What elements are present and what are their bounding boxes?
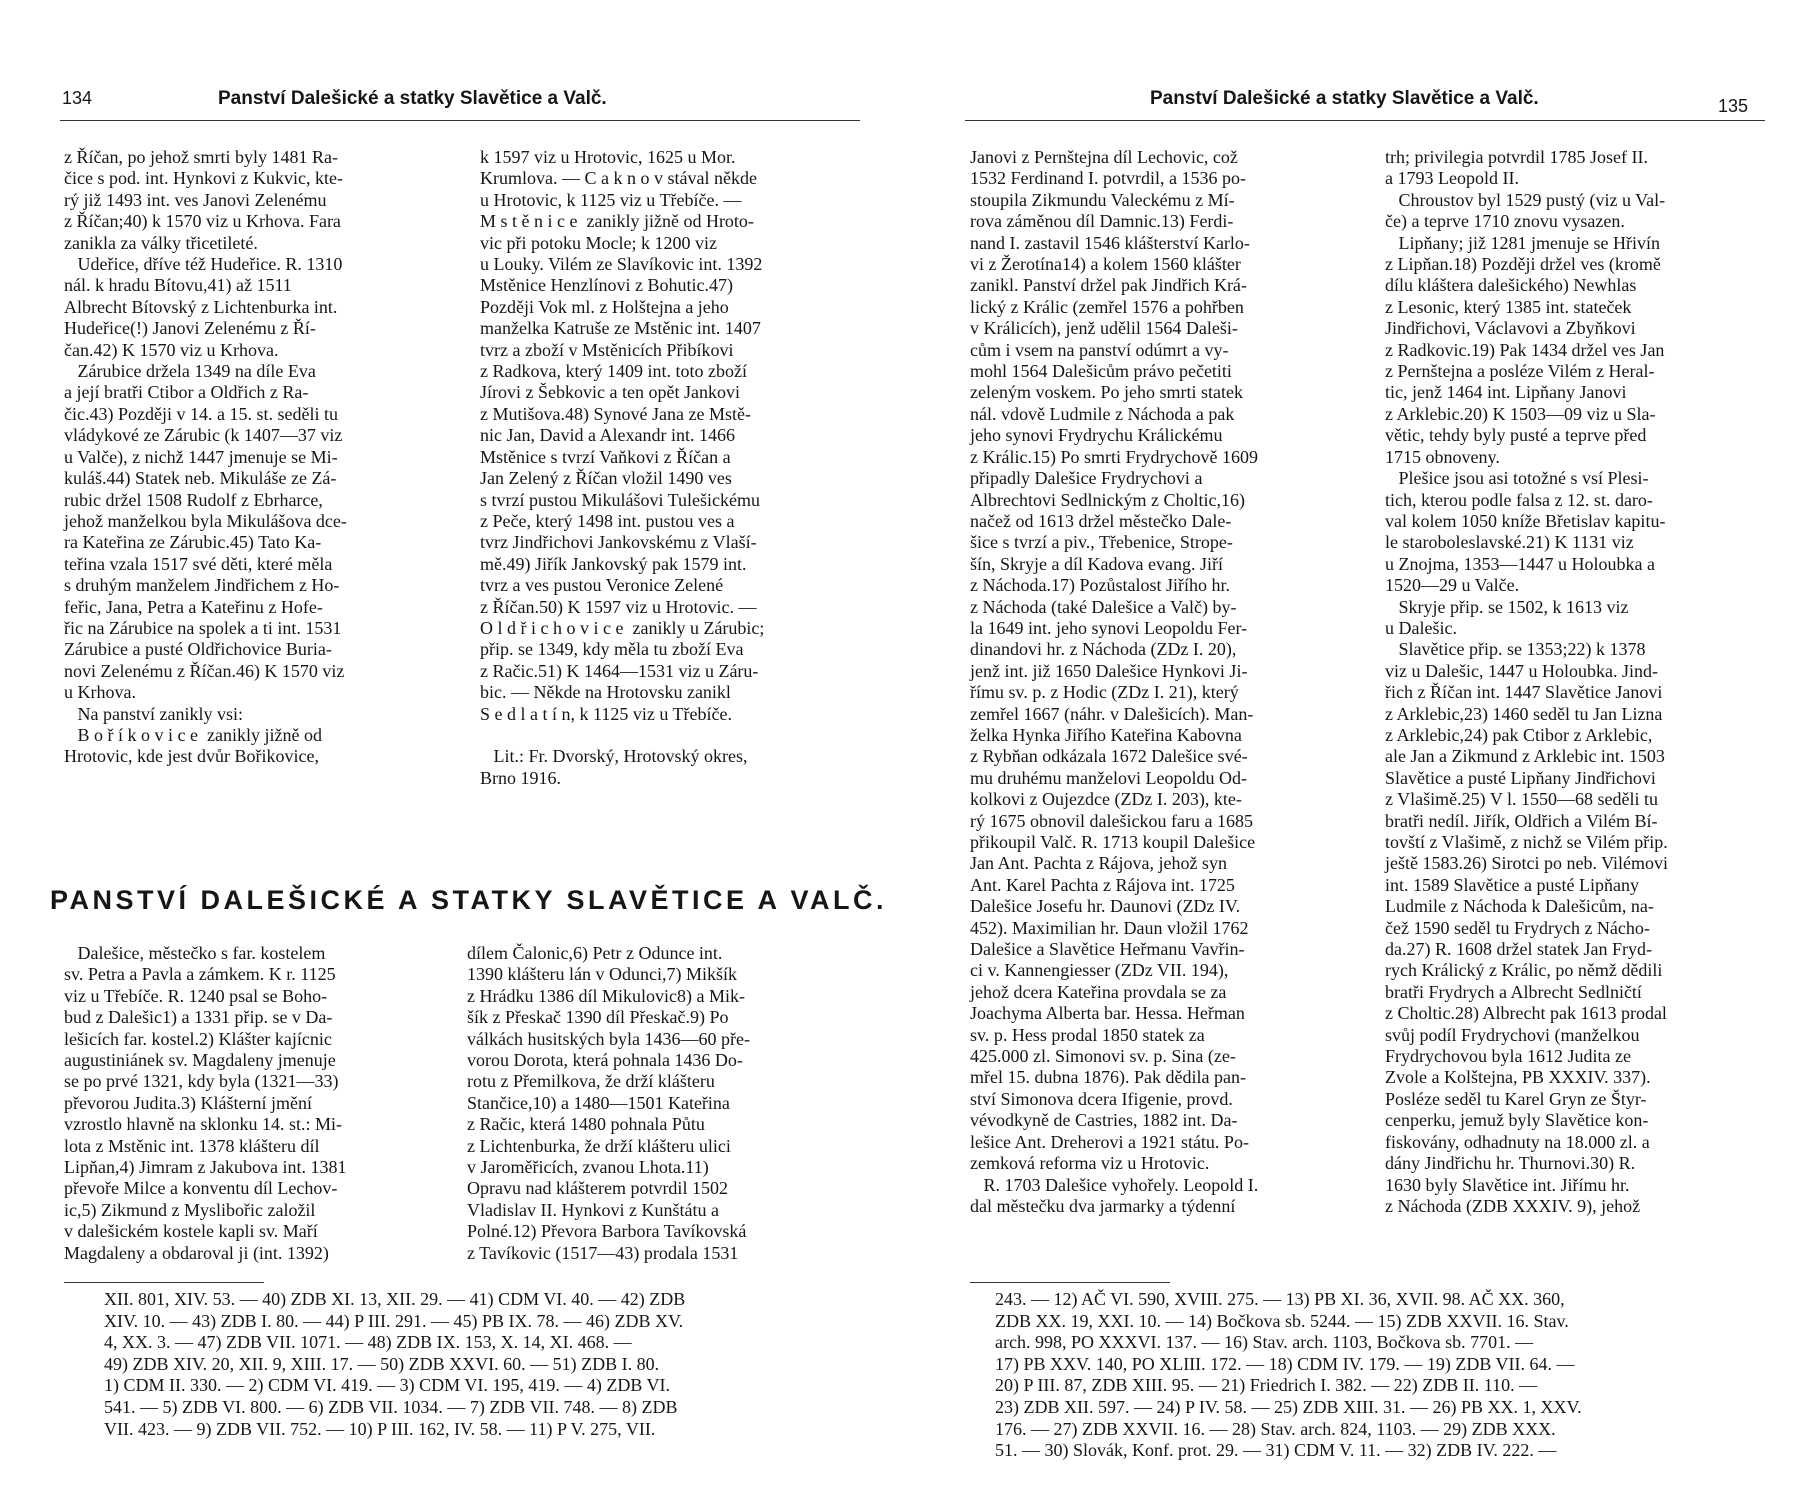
running-head-left: Panství Dalešické a statky Slavětice a Valč.	[218, 88, 607, 109]
footnotes-left: XII. 801, XIV. 53. — 40) ZDB XI. 13, XII. 29. — 41) CDM VI. 40. — 42) ZDB XIV. 10. — 43) ZDB I. 80. — 44) P III. 291. — 45) PB IX. 78. — 46) ZDB XV. 4, XX. 3. — 47) ZDB VII. 1071. — 48) ZDB IX. 153, X. 14, XI. 468. — 49) ZDB XIV. 20, XII. 9, XIII. 17. — 50) ZDB XXVI. 60. — 51) ZDB I. 80. 1) CDM II. 330. — 2) CDM VI. 419. — 3) CDM VI. 195, 419. — 4) ZDB VI. 541. — 5) ZDB VI. 800. — 6) ZDB VII. 1034. — 7) ZDB VII. 748. — 8) ZDB VII. 423. — 9) ZDB VII. 752. — 10) P III. 162, IV. 58. — 11) P V. 275, VII.	[104, 1289, 686, 1439]
left-column-1: z Říčan, po jehož smrti byly 1481 Ra- čice s pod. int. Hynkovi z Kukvic, kte- rý již 1493 int. ves Janovi Zelenému z Říčan;40) k 1570 viz u Krhova. Fara zanikla za války třicetileté. Udeřice, dříve též Hudeřice. R. 1310 nál. k hradu Bítovu,41) až 1511 Albrecht Bítovský z Lichtenburka int. Hudeřice(!) Janovi Zelenému z Ří- čan.42) K 1570 viz u Krhova. Zárubice držela 1349 na díle Eva a její bratři Ctibor a Oldřich z Ra- čic.43) Později v 14. a 15. st. seděli tu vládykové ze Zárubic (k 1407—37 viz u Valče), z nichž 1447 jmenuje se Mi- kuláš.44) Statek neb. Mikuláše ze Zá- rubic držel 1508 Rudolf z Ebrharce, jehož manželkou byla Mikulášova dce- ra Kateřina ze Zárubic.45) Tato Ka- teřina vzala 1517 své děti, které měla s druhým manželem Jindřichem z Ho- feřic, Jana, Petra a Kateřinu z Hofe- řic na Zárubice na spolek a ti int. 1531 Zárubice a pusté Oldřichovice Buria- novi Zelenému z Říčan.46) K 1570 viz u Krhova. Na panství zanikly vsi: B o ř í k o v i c e zanikly jižně od Hrotovic, kde jest dvůr Bořikovice,	[64, 147, 347, 767]
footnote-rule-right	[970, 1282, 1170, 1283]
right-column-1: Janovi z Pernštejna díl Lechovic, což 1532 Ferdinand I. potvrdil, a 1536 po- stoupila Zikmundu Valeckému z Mí- rova záměnou díl Damnic.13) Ferdi- nand I. zastavil 1546 klášterství Karlo- vi z Žerotína14) a kolem 1560 klášter zanikl. Panství držel pak Jindřich Krá- lický z Králic (zemřel 1576 a pohřben v Králicích), jenž udělil 1564 Daleši- cům i vsem na panství odúmrt a vy- mohl 1564 Dalešicům právo pečetiti zeleným voskem. Po jeho smrti statek nál. vdově Ludmile z Náchoda a pak jeho synovi Frydrychu Králickému z Králic.15) Po smrti Frydrychově 1609 připadly Dalešice Frydrychovi a Albrechtovi Sedlnickým z Choltic,16) načež od 1613 držel městečko Dale- šice s tvrzí a piv., Třebenice, Strope- šín, Skryje a díl Kadova evang. Jiří z Náchoda.17) Pozůstalost Jiřího hr. z Náchoda (také Dalešice a Valč) by- la 1649 int. jeho synovi Leopoldu Fer- dinandovi hr. z Náchoda (ZDz I. 20), jenž int. již 1650 Dalešice Hynkovi Ji- římu sv. p. z Hodic (ZDz I. 21), který zemřel 1667 (náhr. v Dalešicích). Man- želka Hynka Jiřího Kateřina Kabovna z Rybňan odkázala 1672 Dalešice své- mu druhému manželovi Leopoldu Od- kolkovi z Oujezdce (ZDz I. 203), kte- rý 1675 obnovil dalešickou faru a 1685 přikoupil Valč. R. 1713 koupil Dalešice Jan Ant. Pachta z Rájova, jehož syn Ant. Karel Pachta z Rájova int. 1725 Dalešice Josefu hr. Daunovi (ZDz IV. 452). Maximilian hr. Daun vložil 1762 Dalešice a Slavětice Heřmanu Vavřin- ci v. Kannengiesser (ZDz VII. 194), jehož dcera Kateřina provdala se za Joachyma Alberta bar. Hessa. Heřman sv. p. Hess prodal 1850 statek za 425.000 zl. Simonovi sv. p. Sina (ze- mřel 15. dubna 1876). Pak dědila pan- ství Simonova dcera Ifigenie, provd. vévodkyně de Castries, 1882 int. Da- lešice Ant. Dreherovi a 1921 státu. Po- zemková reforma viz u Hrotovic. R. 1703 Dalešice vyhořely. Leopold I. dal městečku dva jarmarky a týdenní	[970, 147, 1259, 1216]
header-rule-left	[60, 120, 860, 121]
page-number-left: 134	[62, 88, 93, 108]
footnote-rule-left	[64, 1282, 264, 1283]
header-rule-right	[965, 120, 1765, 121]
section-title: PANSTVÍ DALEŠICKÉ A STATKY SLAVĚTICE A VALČ.	[50, 885, 888, 915]
left-column-2: k 1597 viz u Hrotovic, 1625 u Mor. Krumlova. — C a k n o v stával někde u Hrotovic, k 1125 viz u Třebíče. — M s t ě n i c e zanikly jižně od Hroto- vic při potoku Mocle; k 1200 viz u Louky. Vilém ze Slavíkovic int. 1392 Mstěnice Henzlínovi z Bohutic.47) Později Vok ml. z Holštejna a jeho manželka Katruše ze Mstěnic int. 1407 tvrz a zboží v Mstěnicích Přibíkovi z Radkova, který 1409 int. toto zboží Jírovi z Šebkovic a ten opět Jankovi z Mutišova.48) Synové Jana ze Mstě- nic Jan, David a Alexandr int. 1466 Mstěnice s tvrzí Vaňkovi z Říčan a Jan Zelený z Říčan vložil 1490 ves s tvrzí pustou Mikulášovi Tulešickému z Peče, který 1498 int. pustou ves a tvrz Jindřichovi Jankovskému z Vlaší- mě.49) Jiřík Jankovský pak 1579 int. tvrz a ves pustou Veronice Zelené z Říčan.50) K 1597 viz u Hrotovic. — O l d ř i c h o v i c e zanikly u Zárubic; přip. se 1349, kdy měla tu zboží Eva z Račic.51) K 1464—1531 viz u Záru- bic. — Někde na Hrotovsku zanikl S e d l a t í n, k 1125 viz u Třebíče. Lit.: Fr. Dvorský, Hrotovský okres, Brno 1916.	[480, 147, 765, 788]
running-head-right: Panství Dalešické a statky Slavětice a Valč.	[1150, 88, 1539, 109]
left-column-3: Dalešice, městečko s far. kostelem sv. Petra a Pavla a zámkem. K r. 1125 viz u Třebíče. R. 1240 psal se Boho- bud z Dalešic1) a 1331 přip. se v Da- lešicích far. kostel.2) Klášter kajícnic augustiniánek sv. Magdaleny jmenuje se po prvé 1321, kdy byla (1321—33) převorou Judita.3) Klášterní jmění vzrostlo hlavně na sklonku 14. st.: Mi- lota z Mstěnic int. 1378 klášteru díl Lipňan,4) Jimram z Jakubova int. 1381 převoře Milce a konventu díl Lechov- ic,5) Zikmund z Myslibořic založil v dalešickém kostele kapli sv. Maří Magdaleny a obdaroval ji (int. 1392)	[64, 943, 347, 1263]
left-column-4: dílem Čalonic,6) Petr z Odunce int. 1390 klášteru lán v Odunci,7) Mikšík z Hrádku 1386 díl Mikulovic8) a Mik- šík z Přeskač 1390 díl Přeskač.9) Po válkách husitských byla 1436—60 pře- vorou Dorota, která pohnala 1436 Do- rotu z Přemilkova, že drží klášteru Stančice,10) a 1480—1501 Kateřina z Račic, která 1480 pohnala Půtu z Lichtenburka, že drží klášteru ulici v Jaroměřicích, zvanou Lhota.11) Opravu nad klášterem potvrdil 1502 Vladislav II. Hynkovi z Kunštátu a Polné.12) Převora Barbora Tavíkovská z Tavíkovic (1517—43) prodala 1531	[467, 943, 750, 1263]
right-column-2: trh; privilegia potvrdil 1785 Josef II. a 1793 Leopold II. Chroustov byl 1529 pustý (viz u Val- če) a teprve 1710 znovu vysazen. Lipňany; již 1281 jmenuje se Hřivín z Lipňan.18) Později držel ves (kromě dílu kláštera dalešického) Newhlas z Lesonic, který 1385 int. stateček Jindřichovi, Václavovi a Zbyňkovi z Radkovic.19) Pak 1434 držel ves Jan z Pernštejna a posléze Vilém z Heral- tic, jenž 1464 int. Lipňany Janovi z Arklebic.20) K 1503—09 viz u Sla- větic, tehdy byly pusté a teprve před 1715 obnoveny. Plešice jsou asi totožné s vsí Plesi- tich, kterou podle falsa z 12. st. daro- val kolem 1050 kníže Břetislav kapitu- le staroboleslavské.21) K 1131 viz u Znojma, 1353—1447 u Holoubka a 1520—29 u Valče. Skryje přip. se 1502, k 1613 viz u Dalešic. Slavětice přip. se 1353;22) k 1378 viz u Dalešic, 1447 u Holoubka. Jind- řich z Říčan int. 1447 Slavětice Janovi z Arklebic,23) 1460 seděl tu Jan Lizna z Arklebic,24) pak Ctibor z Arklebic, ale Jan a Zikmund z Arklebic int. 1503 Slavětice a pusté Lipňany Jindřichovi z Vlašimě.25) V l. 1550—68 seděli tu bratři nedíl. Jiřík, Oldřich a Vilém Bí- tovští z Vlašimě, z nichž se Vilém přip. ještě 1583.26) Sirotci po neb. Vilémovi int. 1589 Slavětice a pusté Lipňany Ludmile z Náchoda k Dalešicům, na- čež 1590 seděl tu Frydrych z Nácho- da.27) R. 1608 držel statek Jan Fryd- rych Králický z Králic, po němž dědili bratři Frydrych a Albrecht Sedlničtí z Choltic.28) Albrecht pak 1613 prodal svůj podíl Frydrychovi (manželkou Frydrychovou byla 1612 Judita ze Zvole a Kolštejna, PB XXXIV. 337). Posléze seděl tu Karel Gryn ze Štyr- cenperku, jemuž byly Slavětice kon- fiskovány, odhadnuty na 18.000 zl. a dány Jindřichu hr. Thurnovi.30) R. 1630 byly Slavětice int. Jiřímu hr. z Náchoda (ZDB XXXIV. 9), jehož	[1385, 147, 1669, 1216]
footnotes-right: 243. — 12) AČ VI. 590, XVIII. 275. — 13) PB XI. 36, XVII. 98. AČ XX. 360, ZDB XX. 19, XXI. 10. — 14) Bočkova sb. 5244. — 15) ZDB XXVII. 16. Stav. arch. 998, PO XXXVI. 137. — 16) Stav. arch. 1103, Bočkova sb. 7701. — 17) PB XXV. 140, PO XLIII. 172. — 18) CDM IV. 179. — 19) ZDB VII. 64. — 20) P III. 87, ZDB XIII. 95. — 21) Friedrich I. 382. — 22) ZDB II. 110. — 23) ZDB XII. 597. — 24) P IV. 58. — 25) ZDB XIII. 31. — 26) PB XX. 1, XXV. 176. — 27) ZDB XXVII. 16. — 28) Stav. arch. 824, 1103. — 29) ZDB XXX. 51. — 30) Slovák, Konf. prot. 29. — 31) CDM V. 11. — 32) ZDB IV. 222. —	[995, 1289, 1582, 1461]
page-number-right: 135	[1718, 96, 1749, 116]
